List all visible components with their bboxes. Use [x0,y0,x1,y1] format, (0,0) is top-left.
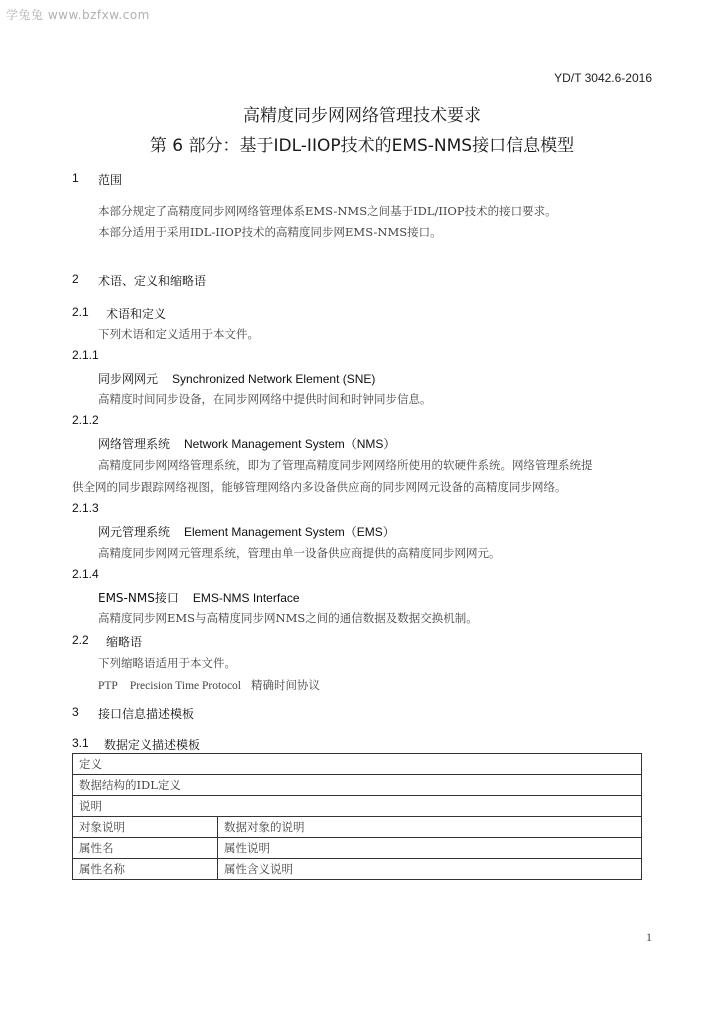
abbreviation: PTP [98,680,118,692]
section-2-2-number: 2.2 [72,633,89,647]
table-row [73,796,642,817]
term-2-1-1 [98,370,375,387]
section-2-2-paragraph: 下列缩略语适用于本文件。 [98,656,236,670]
term-2-1-2 [98,435,395,452]
section-2-1-number: 2.1 [72,305,89,319]
section-1-paragraph-1: 本部分规定了高精度同步网网络管理体系EMS-NMS之间基于IDL/IIOP技术的接口要求。 [98,204,557,218]
section-2-1-2-number: 2.1.2 [72,413,99,427]
term-en: EMS-NMS Interface [192,591,300,605]
data-definition-template-table [72,753,642,880]
term-2-1-3 [98,523,395,540]
standard-number: YD/T 3042.6-2016 [554,71,652,85]
abbreviation-ptp [98,677,320,693]
term-cn: 网络管理系统 [98,437,171,451]
term-cn: 同步网网元 [98,372,159,386]
section-2-1-4-number: 2.1.4 [72,567,99,581]
table-cell: 属性名称 [73,859,218,880]
table-cell: 数据结构的IDL定义 [73,775,642,796]
definition-2-1-2-line-1: 高精度同步网网络管理系统，即为了管理高精度同步网网络所使用的软硬件系统。网络管理系统提 [98,458,593,472]
table-row [73,859,642,880]
table-cell: 属性含义说明 [218,859,642,880]
table-cell: 说明 [73,796,642,817]
watermark: 学兔兔 www.bzfxw.com [6,8,150,22]
term-en: Synchronized Network Element (SNE) [172,372,376,386]
abbreviation-chinese: 精确时间协议 [251,678,321,692]
term-2-1-4 [98,589,300,606]
section-2-1-title: 术语和定义 [106,307,167,321]
section-2-1-paragraph: 下列术语和定义适用于本文件。 [98,327,259,341]
table-row [73,838,642,859]
definition-2-1-4: 高精度同步网EMS与高精度同步网NMS之间的通信数据及数据交换机制。 [98,611,478,625]
section-2-2-title: 缩略语 [106,635,143,649]
section-2-number: 2 [72,272,79,286]
table-cell: 定义 [73,754,642,775]
abbreviation-english: Precision Time Protocol [129,680,242,692]
section-1-number: 1 [72,171,79,185]
section-2-1-3-number: 2.1.3 [72,501,99,515]
definition-2-1-2-line-2: 供全网的同步跟踪网络视图，能够管理网络内多设备供应商的同步网网元设备的高精度同步网络。 [72,480,567,494]
document-title: 高精度同步网网络管理技术要求 [243,106,481,126]
section-1-paragraph-2: 本部分适用于采用IDL-IIOP技术的高精度同步网EMS-NMS接口。 [98,225,442,239]
table-row [73,817,642,838]
term-cn: 网元管理系统 [98,525,171,539]
term-cn: EMS-NMS接口 [98,591,179,605]
table-row [73,775,642,796]
table-cell: 属性名 [73,838,218,859]
document-subtitle: 第 6 部分：基于IDL-IIOP技术的EMS-NMS接口信息模型 [149,136,575,156]
table-cell: 数据对象的说明 [218,817,642,838]
section-3-title: 接口信息描述模板 [98,707,195,721]
section-3-1-title: 数据定义描述模板 [104,738,201,752]
table-cell: 对象说明 [73,817,218,838]
definition-2-1-3: 高精度同步网网元管理系统，管理由单一设备供应商提供的高精度同步网网元。 [98,546,501,560]
page-number: 1 [646,930,652,944]
table-cell: 属性说明 [218,838,642,859]
definition-2-1-1: 高精度时间同步设备，在同步网网络中提供时间和时钟同步信息。 [98,392,432,406]
section-3-number: 3 [72,705,79,719]
table-row [73,754,642,775]
section-2-1-1-number: 2.1.1 [72,348,99,362]
section-3-1-number: 3.1 [72,736,89,750]
section-1-title: 范围 [98,173,123,187]
term-en: Network Management System（NMS） [184,437,396,451]
section-2-title: 术语、定义和缩略语 [98,274,207,288]
term-en: Element Management System（EMS） [184,525,395,539]
